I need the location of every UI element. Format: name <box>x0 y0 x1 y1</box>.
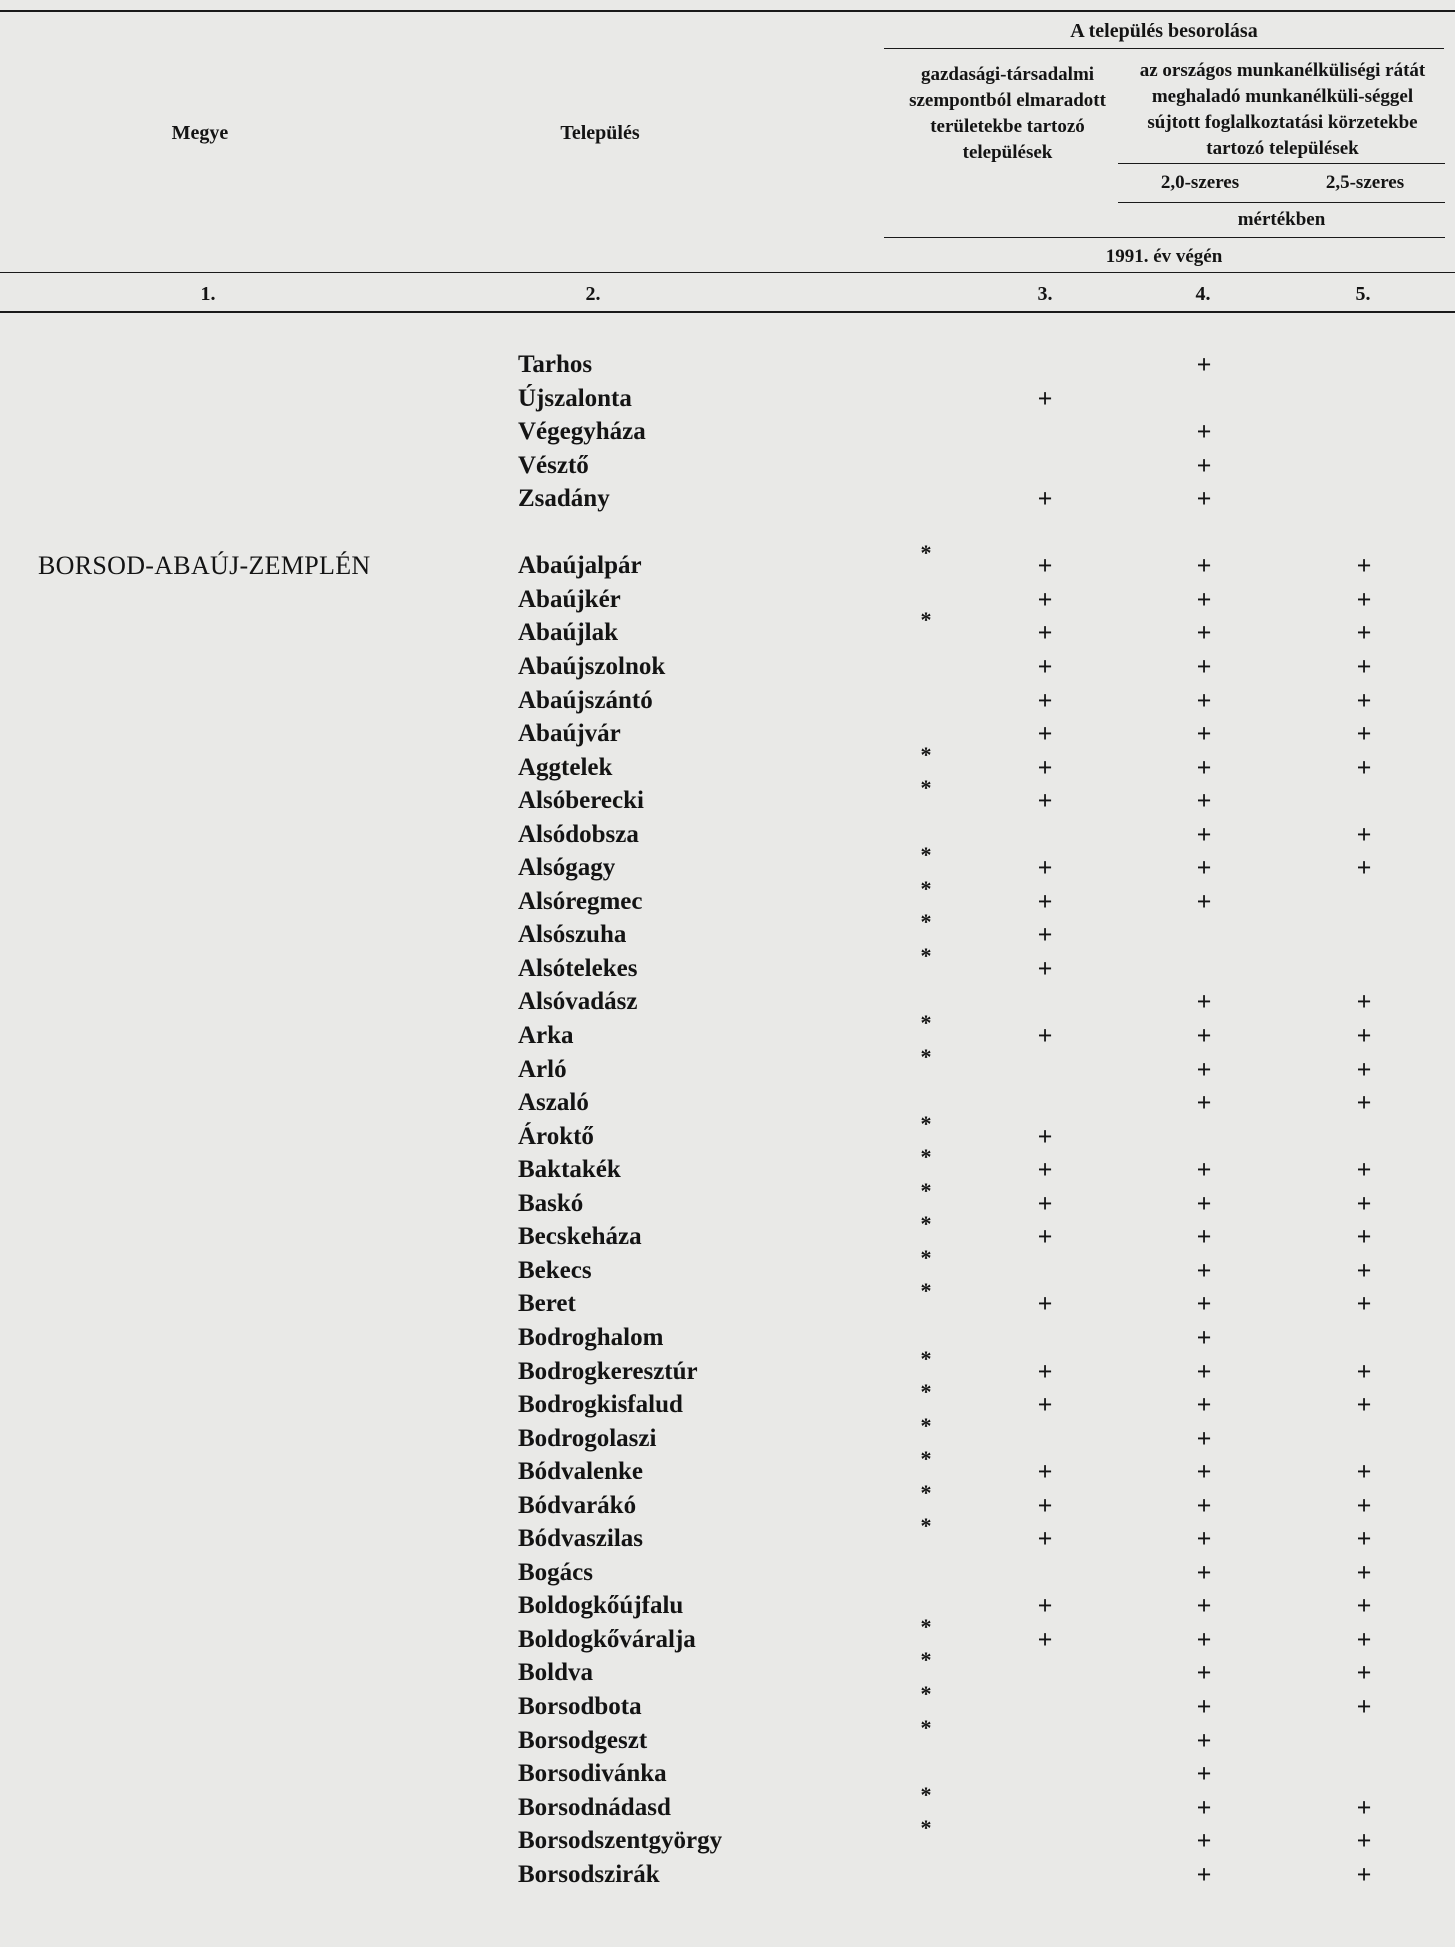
header-telepules: Település <box>560 122 640 144</box>
settlement-name: Alsóvadász <box>518 988 638 1016</box>
col4-mark: + <box>1196 1725 1212 1755</box>
col3-mark: + <box>1037 1289 1053 1319</box>
asterisk-mark: * <box>920 1781 932 1807</box>
settlement-name: Boldogkőváralja <box>518 1625 696 1653</box>
col4-mark: + <box>1196 1088 1212 1118</box>
table-row <box>0 842 1455 884</box>
col5-mark: + <box>1356 1524 1372 1554</box>
header-col3: gazdasági-társadalmi szempontból elmaradott területekbe tartozó települések <box>909 64 1106 163</box>
col4-mark: + <box>1196 1356 1212 1386</box>
column-number-5: 5. <box>1355 283 1371 305</box>
settlement-name: Borsodgeszt <box>518 1726 648 1754</box>
settlement-name: Bódvarákó <box>518 1491 637 1519</box>
col4-mark: + <box>1196 719 1212 749</box>
col4-mark: + <box>1196 1423 1212 1453</box>
table-row <box>0 1589 1455 1622</box>
asterisk-mark: * <box>920 1010 932 1035</box>
settlement-name: Borsodszentgyörgy <box>518 1827 723 1855</box>
col3-mark: + <box>1037 1591 1053 1621</box>
table-row <box>0 1345 1455 1388</box>
header-ev: 1991. év végén <box>1105 246 1223 267</box>
asterisk-mark: * <box>920 607 932 633</box>
col4-mark: + <box>1196 886 1212 916</box>
col5-mark: + <box>1356 1557 1372 1587</box>
col3-mark: + <box>1037 618 1053 648</box>
table-row <box>0 516 1455 549</box>
settlement-name: Abaújkér <box>518 585 621 613</box>
asterisk-mark: * <box>920 1815 932 1841</box>
col4-mark: + <box>1196 484 1212 514</box>
col3-mark: + <box>1037 584 1053 614</box>
settlement-name: Ároktő <box>518 1122 594 1150</box>
col4-mark: + <box>1196 1826 1212 1856</box>
asterisk-mark: * <box>920 1345 932 1371</box>
table-row <box>0 1781 1455 1824</box>
table-row <box>0 1858 1455 1891</box>
asterisk-mark: * <box>920 909 932 935</box>
col5-mark: + <box>1356 1624 1372 1654</box>
table-row <box>0 1513 1455 1555</box>
merteben-rule <box>884 237 1445 238</box>
settlement-name: Bodrogkeresztúr <box>518 1357 698 1385</box>
col3-mark: + <box>1037 685 1053 715</box>
col5-mark: + <box>1356 1490 1372 1520</box>
table-row <box>0 1177 1455 1220</box>
header-col4-sub: 2,0-szeres <box>1160 172 1240 193</box>
asterisk-mark: * <box>920 842 932 868</box>
col3-mark: + <box>1037 1121 1053 1151</box>
settlement-name: Bodrogkisfalud <box>518 1391 683 1419</box>
table-row <box>0 1412 1455 1455</box>
col4-mark: + <box>1196 1021 1212 1050</box>
settlement-name: Borsodivánka <box>518 1760 667 1788</box>
table-row <box>0 1043 1455 1086</box>
settlement-name: Végegyháza <box>518 418 646 446</box>
col5-mark: + <box>1356 752 1372 782</box>
col4-mark: + <box>1196 1322 1212 1352</box>
col4-mark: + <box>1196 1759 1212 1789</box>
col4-mark: + <box>1196 1557 1212 1587</box>
settlement-name: Bodroghalom <box>518 1323 664 1351</box>
asterisk-mark: * <box>920 1681 932 1706</box>
settlement-name: Baskó <box>518 1189 584 1217</box>
col4-mark: + <box>1196 1054 1212 1084</box>
col3-mark: + <box>1037 1222 1053 1252</box>
col4-mark: + <box>1196 1155 1212 1185</box>
col3-mark: + <box>1037 551 1053 581</box>
col4-mark: + <box>1196 1390 1212 1420</box>
table-row <box>0 1446 1455 1488</box>
col3-mark: + <box>1037 484 1053 514</box>
column-number-2: 2. <box>585 283 601 305</box>
table-row <box>0 1110 1455 1153</box>
col5-mark: + <box>1356 1859 1372 1889</box>
col5-mark: + <box>1356 1356 1372 1386</box>
col4-mark: + <box>1196 752 1212 782</box>
col5-mark: + <box>1356 1826 1372 1856</box>
asterisk-mark: * <box>920 1211 932 1237</box>
col5-mark: + <box>1356 1054 1372 1084</box>
header-megye: Megye <box>171 122 229 144</box>
table-row <box>0 1815 1455 1857</box>
table-row <box>0 382 1455 415</box>
asterisk-mark: * <box>920 1244 932 1270</box>
table-row <box>0 1647 1455 1689</box>
asterisk-mark: * <box>920 942 932 968</box>
table-row <box>0 1278 1455 1320</box>
header-group-title: A település besorolása <box>1070 20 1258 42</box>
asterisk-mark: * <box>920 1278 932 1304</box>
column-number-3: 3. <box>1037 283 1053 305</box>
header-col5-sub: 2,5-szeres <box>1325 172 1405 193</box>
table-row <box>0 1086 1455 1119</box>
sub-header-rule <box>1118 202 1445 203</box>
col3-mark: + <box>1037 886 1053 916</box>
settlement-name: Bódvaszilas <box>518 1525 644 1553</box>
column-numbers-rule <box>0 311 1455 313</box>
col3-mark: + <box>1037 1155 1053 1185</box>
col4-mark: + <box>1196 987 1212 1017</box>
settlement-name: Borsodbota <box>518 1693 642 1720</box>
col5-mark: + <box>1356 551 1372 581</box>
col4-mark: + <box>1196 1255 1212 1285</box>
table-row <box>0 1479 1455 1522</box>
settlement-name: Újszalonta <box>518 384 632 412</box>
col4-mark: + <box>1196 1457 1212 1487</box>
col5-mark: + <box>1356 685 1372 715</box>
col4-mark: + <box>1196 853 1212 883</box>
col5-mark: + <box>1356 1255 1372 1285</box>
settlement-name: Boldogkőújfalu <box>518 1592 684 1620</box>
table-row <box>0 1144 1455 1186</box>
asterisk-mark: * <box>920 1446 932 1472</box>
asterisk-mark: * <box>920 1513 932 1539</box>
col5-mark: + <box>1356 1591 1372 1621</box>
table-row <box>0 449 1455 482</box>
col5-mark: + <box>1356 853 1372 883</box>
asterisk-mark: * <box>920 1613 932 1639</box>
table-row <box>0 875 1455 918</box>
table-row <box>0 1613 1455 1656</box>
settlement-name: Beret <box>518 1290 576 1318</box>
ev-rule <box>0 272 1455 273</box>
table-row <box>0 684 1455 717</box>
county-name: BORSOD-ABAÚJ-ZEMPLÉN <box>38 551 371 581</box>
settlement-name: Tarhos <box>518 351 593 378</box>
table-row <box>0 717 1455 750</box>
col5-mark: + <box>1356 1692 1372 1721</box>
header-col45: az országos munkanélküliségi rátát meghaladó munkanélküli-séggel sújtott foglalkoztatási körzetekbe tartozó települések <box>1139 60 1426 159</box>
col5-mark: + <box>1356 1289 1372 1319</box>
col4-mark: + <box>1196 417 1212 447</box>
table-row <box>0 482 1455 515</box>
settlement-name: Alsószuha <box>518 921 627 949</box>
table-row <box>0 985 1455 1018</box>
asterisk-mark: * <box>920 875 932 901</box>
col5-mark: + <box>1356 719 1372 749</box>
col5-mark: + <box>1356 618 1372 648</box>
col3-mark: + <box>1037 1490 1053 1520</box>
col4-mark: + <box>1196 1658 1212 1688</box>
settlement-name: Abaújlak <box>518 619 619 647</box>
settlement-name: Borsodszirák <box>518 1860 660 1888</box>
table-row <box>0 1714 1455 1757</box>
settlement-name: Borsodnádasd <box>518 1793 671 1821</box>
asterisk-mark: * <box>920 540 932 566</box>
col5-mark: + <box>1356 1390 1372 1420</box>
col5-mark: + <box>1356 1222 1372 1252</box>
asterisk-mark: * <box>920 1412 932 1438</box>
col4-mark: + <box>1196 1792 1212 1822</box>
table-row <box>0 942 1455 985</box>
settlement-name: Abaújalpár <box>518 552 642 580</box>
col4-mark: + <box>1196 551 1212 581</box>
asterisk-mark: * <box>920 1479 932 1505</box>
settlement-name: Aszaló <box>518 1089 589 1117</box>
table-row <box>0 583 1455 616</box>
col5-mark: + <box>1356 1155 1372 1185</box>
settlement-name: Baktakék <box>518 1156 621 1184</box>
asterisk-mark: * <box>920 775 932 801</box>
table-row <box>0 415 1455 448</box>
col4-mark: + <box>1196 786 1212 816</box>
table-row <box>0 1681 1455 1723</box>
col3-mark: + <box>1037 651 1053 681</box>
table-row <box>0 348 1455 381</box>
table-row <box>0 1556 1455 1589</box>
col5-mark: + <box>1356 1188 1372 1218</box>
col3-mark: + <box>1037 1457 1053 1487</box>
group-title-rule <box>884 48 1444 49</box>
column-number-1: 1. <box>200 283 216 305</box>
settlement-name: Boldva <box>518 1659 594 1687</box>
settlement-name: Alsóberecki <box>518 787 644 815</box>
settlement-name: Arka <box>518 1022 574 1049</box>
col4-mark: + <box>1196 1692 1212 1721</box>
settlement-name: Abaújvár <box>518 720 621 748</box>
asterisk-mark: * <box>920 1177 932 1203</box>
table-row <box>0 1757 1455 1790</box>
col5-mark: + <box>1356 1021 1372 1050</box>
table-top-rule <box>0 10 1455 12</box>
settlement-name: Arló <box>518 1055 567 1083</box>
col5-mark: + <box>1356 1792 1372 1822</box>
col5-mark: + <box>1356 1088 1372 1118</box>
table-row <box>0 540 1455 582</box>
column-number-4: 4. <box>1195 283 1211 305</box>
header-merteben: mértékben <box>1237 209 1326 230</box>
settlement-name: Zsadány <box>518 485 610 513</box>
col3-mark: + <box>1037 1356 1053 1386</box>
asterisk-mark: * <box>920 741 932 767</box>
col4-mark: + <box>1196 685 1212 715</box>
col3-mark: + <box>1037 953 1053 983</box>
asterisk-mark: * <box>920 1379 932 1405</box>
col5-mark: + <box>1356 1658 1372 1688</box>
settlement-name: Aggtelek <box>518 753 613 781</box>
col4-mark: + <box>1196 584 1212 614</box>
col4-mark: + <box>1196 819 1212 849</box>
col4-mark: + <box>1196 350 1212 379</box>
col3-mark: + <box>1037 1624 1053 1654</box>
col4-mark: + <box>1196 1859 1212 1889</box>
settlement-name: Abaújszántó <box>518 686 653 714</box>
col4-mark: + <box>1196 651 1212 681</box>
col5-mark: + <box>1356 584 1372 614</box>
col4-mark: + <box>1196 450 1212 480</box>
col4-mark: + <box>1196 1188 1212 1218</box>
col3-mark: + <box>1037 786 1053 816</box>
settlement-name: Bogács <box>518 1558 593 1586</box>
col4-mark: + <box>1196 1624 1212 1654</box>
table-row <box>0 1010 1455 1052</box>
table-row <box>0 775 1455 817</box>
table-row <box>0 650 1455 683</box>
col5-mark: + <box>1356 651 1372 681</box>
col3-mark: + <box>1037 920 1053 950</box>
table-row <box>0 1321 1455 1354</box>
settlement-name: Alsóregmec <box>518 887 643 915</box>
settlement-name: Abaújszolnok <box>518 652 666 680</box>
table-row <box>0 741 1455 784</box>
asterisk-mark: * <box>920 1144 932 1170</box>
settlement-name: Alsógagy <box>518 854 616 882</box>
col5-mark: + <box>1356 987 1372 1017</box>
settlement-name: Alsódobsza <box>518 820 639 848</box>
col3-mark: + <box>1037 752 1053 782</box>
col4-mark: + <box>1196 1490 1212 1520</box>
col3-mark: + <box>1037 1021 1053 1050</box>
settlement-name: Becskeháza <box>518 1223 642 1251</box>
table-row <box>0 909 1455 951</box>
asterisk-mark: * <box>920 1110 932 1136</box>
settlement-name: Bekecs <box>518 1256 592 1284</box>
table-row <box>0 1244 1455 1287</box>
settlement-name: Alsótelekes <box>518 954 638 982</box>
col3-mark: + <box>1037 1524 1053 1554</box>
table-row <box>0 607 1455 649</box>
asterisk-mark: * <box>920 1714 932 1740</box>
settlement-name: Bódvalenke <box>518 1458 644 1486</box>
asterisk-mark: * <box>920 1647 932 1673</box>
col3-mark: + <box>1037 1188 1053 1218</box>
table-row <box>0 818 1455 851</box>
col4-mark: + <box>1196 618 1212 648</box>
asterisk-mark: * <box>920 1043 932 1069</box>
col3-mark: + <box>1037 1390 1053 1420</box>
col3-mark: + <box>1037 383 1053 413</box>
table-row <box>0 1379 1455 1421</box>
col5-mark: + <box>1356 819 1372 849</box>
col4-mark: + <box>1196 1591 1212 1621</box>
col4-mark: + <box>1196 1524 1212 1554</box>
table-row <box>0 1211 1455 1253</box>
settlement-name: Bodrogolaszi <box>518 1424 657 1452</box>
col3-mark: + <box>1037 853 1053 883</box>
col4-mark: + <box>1196 1222 1212 1252</box>
settlement-name: Vésztő <box>518 451 589 479</box>
col4-mark: + <box>1196 1289 1212 1319</box>
col5-mark: + <box>1356 1457 1372 1487</box>
col3-mark: + <box>1037 719 1053 749</box>
col45-text-rule <box>1118 163 1445 164</box>
